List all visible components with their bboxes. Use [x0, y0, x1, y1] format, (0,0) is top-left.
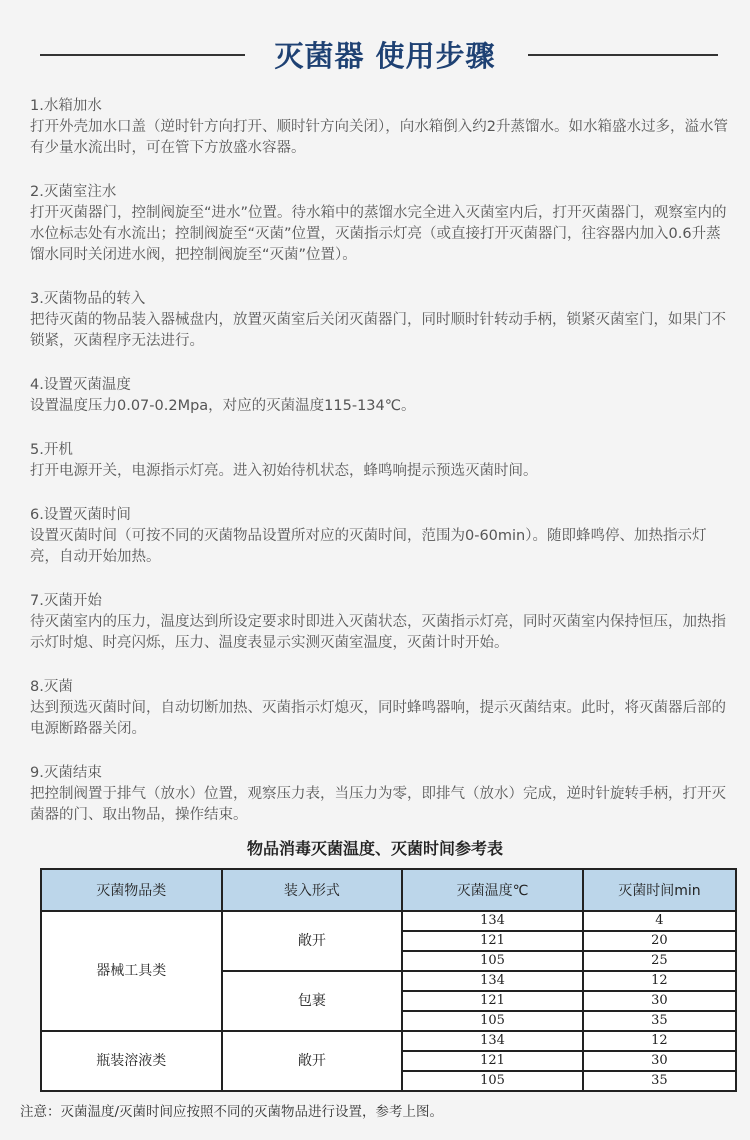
page-title: 灭菌器 使用步骤: [274, 39, 496, 73]
step-7: [30, 591, 730, 654]
step-4: [30, 375, 730, 417]
table-row: [42, 1032, 735, 1050]
step-6: [30, 505, 730, 568]
step-9: [30, 763, 730, 826]
time-cell: 30: [584, 992, 735, 1010]
header-divider-left: [40, 54, 245, 56]
time-cell: 12: [584, 1032, 735, 1050]
form-cell: 包裹: [223, 972, 402, 1030]
step-heading: 2.灭菌室注水: [30, 184, 117, 200]
step-body: 把待灭菌的物品装入器械盘内，放置灭菌室后关闭灭菌器门，同时顺时针转动手柄，锁紧灭菌室门，如果门不锁紧，灭菌程序无法进行。: [30, 312, 726, 349]
step-heading: 6.设置灭菌时间: [30, 507, 131, 523]
time-cell: 30: [584, 1052, 735, 1070]
step-body: 设置灭菌时间（可按不同的灭菌物品设置所对应的灭菌时间，范围为0-60min）。随即蜂鸣停、加热指示灯亮，自动开始加热。: [30, 528, 707, 565]
header-form: 装入形式: [223, 870, 402, 910]
header-divider-right: [528, 54, 718, 56]
step-heading: 5.开机: [30, 442, 73, 458]
page-header: [0, 30, 750, 80]
header-temp: 灭菌温度℃: [403, 870, 582, 910]
steps-list: [30, 96, 730, 849]
temp-cell: 134: [403, 912, 582, 930]
form-cell: 敞开: [223, 1032, 402, 1090]
form-cell: 敞开: [223, 912, 402, 970]
step-1: [30, 96, 730, 159]
step-2: [30, 182, 730, 266]
temp-cell: 121: [403, 992, 582, 1010]
step-heading: 7.灭菌开始: [30, 593, 102, 609]
temp-cell: 121: [403, 1052, 582, 1070]
step-heading: 1.水箱加水: [30, 98, 102, 114]
temp-cell: 134: [403, 972, 582, 990]
step-5: [30, 440, 730, 482]
time-cell: 12: [584, 972, 735, 990]
step-heading: 9.灭菌结束: [30, 765, 102, 781]
header-category: 灭菌物品类: [42, 870, 221, 910]
step-3: [30, 289, 730, 352]
table-row: [42, 912, 735, 930]
step-heading: 8.灭菌: [30, 679, 73, 695]
header-time: 灭菌时间min: [584, 870, 735, 910]
time-cell: 20: [584, 932, 735, 950]
temp-cell: 121: [403, 932, 582, 950]
step-body: 待灭菌室内的压力，温度达到所设定要求时即进入灭菌状态，灭菌指示灯亮，同时灭菌室内保持恒压，加热指示灯时熄、时亮闪烁，压力、温度表显示实测灭菌室温度，灭菌计时开始。: [30, 614, 726, 651]
time-cell: 4: [584, 912, 735, 930]
step-body: 把控制阀置于排气（放水）位置，观察压力表，当压力为零，即排气（放水）完成，逆时针旋转手柄，打开灭菌器的门、取出物品，操作结束。: [30, 786, 726, 823]
step-body: 设置温度压力0.07-0.2Mpa，对应的灭菌温度115-134℃。: [30, 398, 416, 414]
temp-cell: 105: [403, 952, 582, 970]
footer-note: 注意：灭菌温度/灭菌时间应按照不同的灭菌物品进行设置，参考上图。: [20, 1104, 444, 1120]
step-heading: 3.灭菌物品的转入: [30, 291, 146, 307]
step-heading: 4.设置灭菌温度: [30, 377, 131, 393]
step-body: 打开电源开关，电源指示灯亮。进入初始待机状态，蜂鸣响提示预选灭菌时间。: [30, 463, 538, 479]
category-cell: 器械工具类: [42, 912, 221, 1030]
step-body: 达到预选灭菌时间，自动切断加热、灭菌指示灯熄灭，同时蜂鸣器响，提示灭菌结束。此时，将灭菌器后部的电源断路器关闭。: [30, 700, 726, 737]
temp-cell: 105: [403, 1012, 582, 1030]
temp-cell: 105: [403, 1072, 582, 1090]
time-cell: 25: [584, 952, 735, 970]
reference-table: [40, 868, 737, 1092]
step-8: [30, 677, 730, 740]
step-body: 打开外壳加水口盖（逆时针方向打开、顺时针方向关闭），向水箱倒入约2升蒸馏水。如水箱盛水过多，溢水管有少量水流出时，可在管下方放盛水容器。: [30, 119, 728, 156]
category-cell: 瓶装溶液类: [42, 1032, 221, 1090]
temp-cell: 134: [403, 1032, 582, 1050]
table-title: 物品消毒灭菌温度、灭菌时间参考表: [246, 839, 503, 858]
time-cell: 35: [584, 1012, 735, 1030]
step-body: 打开灭菌器门，控制阀旋至“进水”位置。待水箱中的蒸馏水完全进入灭菌室内后，打开灭菌器门，观察室内的水位标志处有水流出；控制阀旋至“灭菌”位置，灭菌指示灯亮（或直接打开灭菌器门，往容器内加入0.6升蒸馏水同时关闭进水阀，把控制阀旋至“灭菌”位置）。: [30, 205, 727, 263]
table-header-row: [42, 870, 735, 910]
time-cell: 35: [584, 1072, 735, 1090]
